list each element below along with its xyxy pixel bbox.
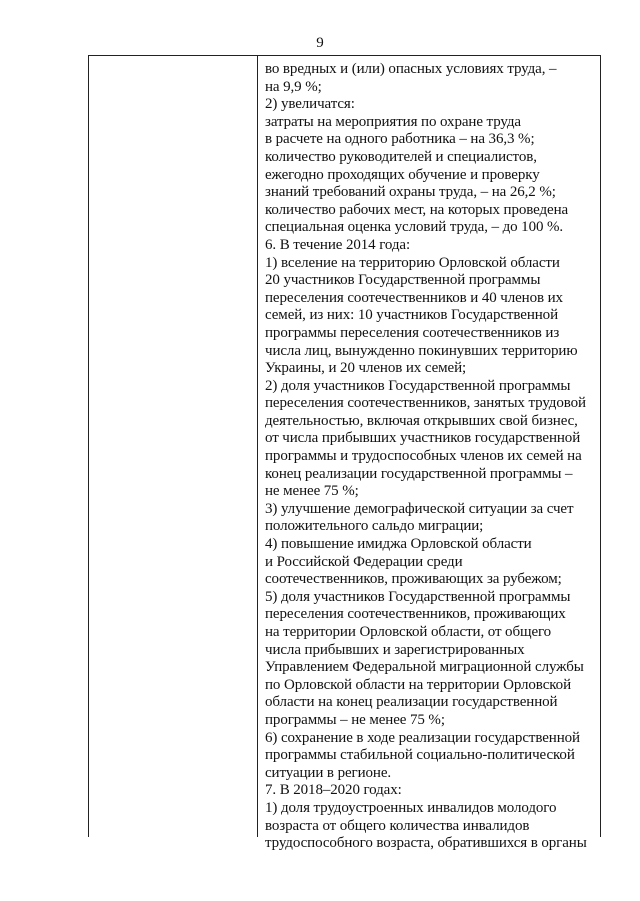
text-line: положительного сальдо миграции; [265,518,484,535]
text-line: 20 участников Государственной программы [265,272,541,289]
text-line: от числа прибывших участников государственной [265,430,581,447]
text-line: 4) повышение имиджа Орловской области [265,536,532,553]
column-divider [257,56,258,837]
text-line: программы – не менее 75 %; [265,711,445,728]
text-line: на территории Орловской области, от общего [265,624,552,640]
table-right-cell [265,61,599,853]
page-number: 9 [316,35,324,51]
text-line: во вредных и (или) опасных условиях труда, – [265,61,557,77]
text-line: специальная оценка условий труда, – до 100 %. [265,219,564,236]
text-line: числа прибывших и зарегистрированных [265,641,525,658]
text-line: переселения соотечественников и 40 членов их [265,289,563,306]
text-line: 1) вселение на территорию Орловской области [265,254,560,271]
text-line: 1) доля трудоустроенных инвалидов молодого [265,799,557,816]
text-line: программы стабильной социально-политической [265,747,575,764]
text-line: 6. В течение 2014 года: [265,236,411,253]
text-line: 6) сохранение в ходе реализации государственной [265,729,580,746]
text-line: программы и трудоспособных членов их семей на [265,448,582,465]
table-left-cell [89,56,257,837]
text-line: знаний требований охраны труда, – на 26,2 %; [265,184,556,201]
text-line: трудоспособного возраста, обратившихся в органы [265,835,587,852]
text-line: в расчете на одного работника – на 36,3 %; [265,131,535,148]
text-line: числа лиц, вынужденно покинувших территорию [265,342,578,359]
text-line: 7. В 2018–2020 годах: [265,782,402,799]
text-line: конец реализации государственной программы – [265,465,573,482]
text-line: возраста от общего количества инвалидов [265,817,530,834]
text-line: деятельностью, включая открывших свой бизнес, [265,412,578,429]
text-line: соотечественников, проживающих за рубежом; [265,571,562,588]
text-line: ежегодно проходящих обучение и проверку [265,166,540,183]
text-line: 5) доля участников Государственной программы [265,588,571,605]
text-line: 2) доля участников Государственной программы [265,377,571,394]
text-line: по Орловской области на территории Орловской [265,676,572,693]
text-line: ситуации в регионе. [265,764,392,781]
text-line: программы переселения соотечественников из [265,324,560,341]
text-line: Управлением Федеральной миграционной службы [265,659,584,676]
text-line: переселения соотечественников, занятых трудовой [265,395,586,412]
document-table [88,55,601,852]
text-line: количество рабочих мест, на которых проведена [265,201,569,218]
text-line: переселения соотечественников, проживающих [265,606,566,623]
text-line: затраты на мероприятия по охране труда [265,113,521,130]
text-line: на 9,9 %; [265,78,322,95]
text-line: 3) улучшение демографической ситуации за счет [265,500,574,517]
text-line: Украины, и 20 членов их семей; [265,360,467,377]
text-line: и Российской Федерации среди [265,553,463,570]
text-line: 2) увеличатся: [265,96,355,113]
text-line: семей, из них: 10 участников Государственной [265,307,559,324]
text-line: области на конец реализации государственной [265,694,558,711]
text-line: не менее 75 %; [265,483,359,500]
text-line: количество руководителей и специалистов, [265,148,537,165]
